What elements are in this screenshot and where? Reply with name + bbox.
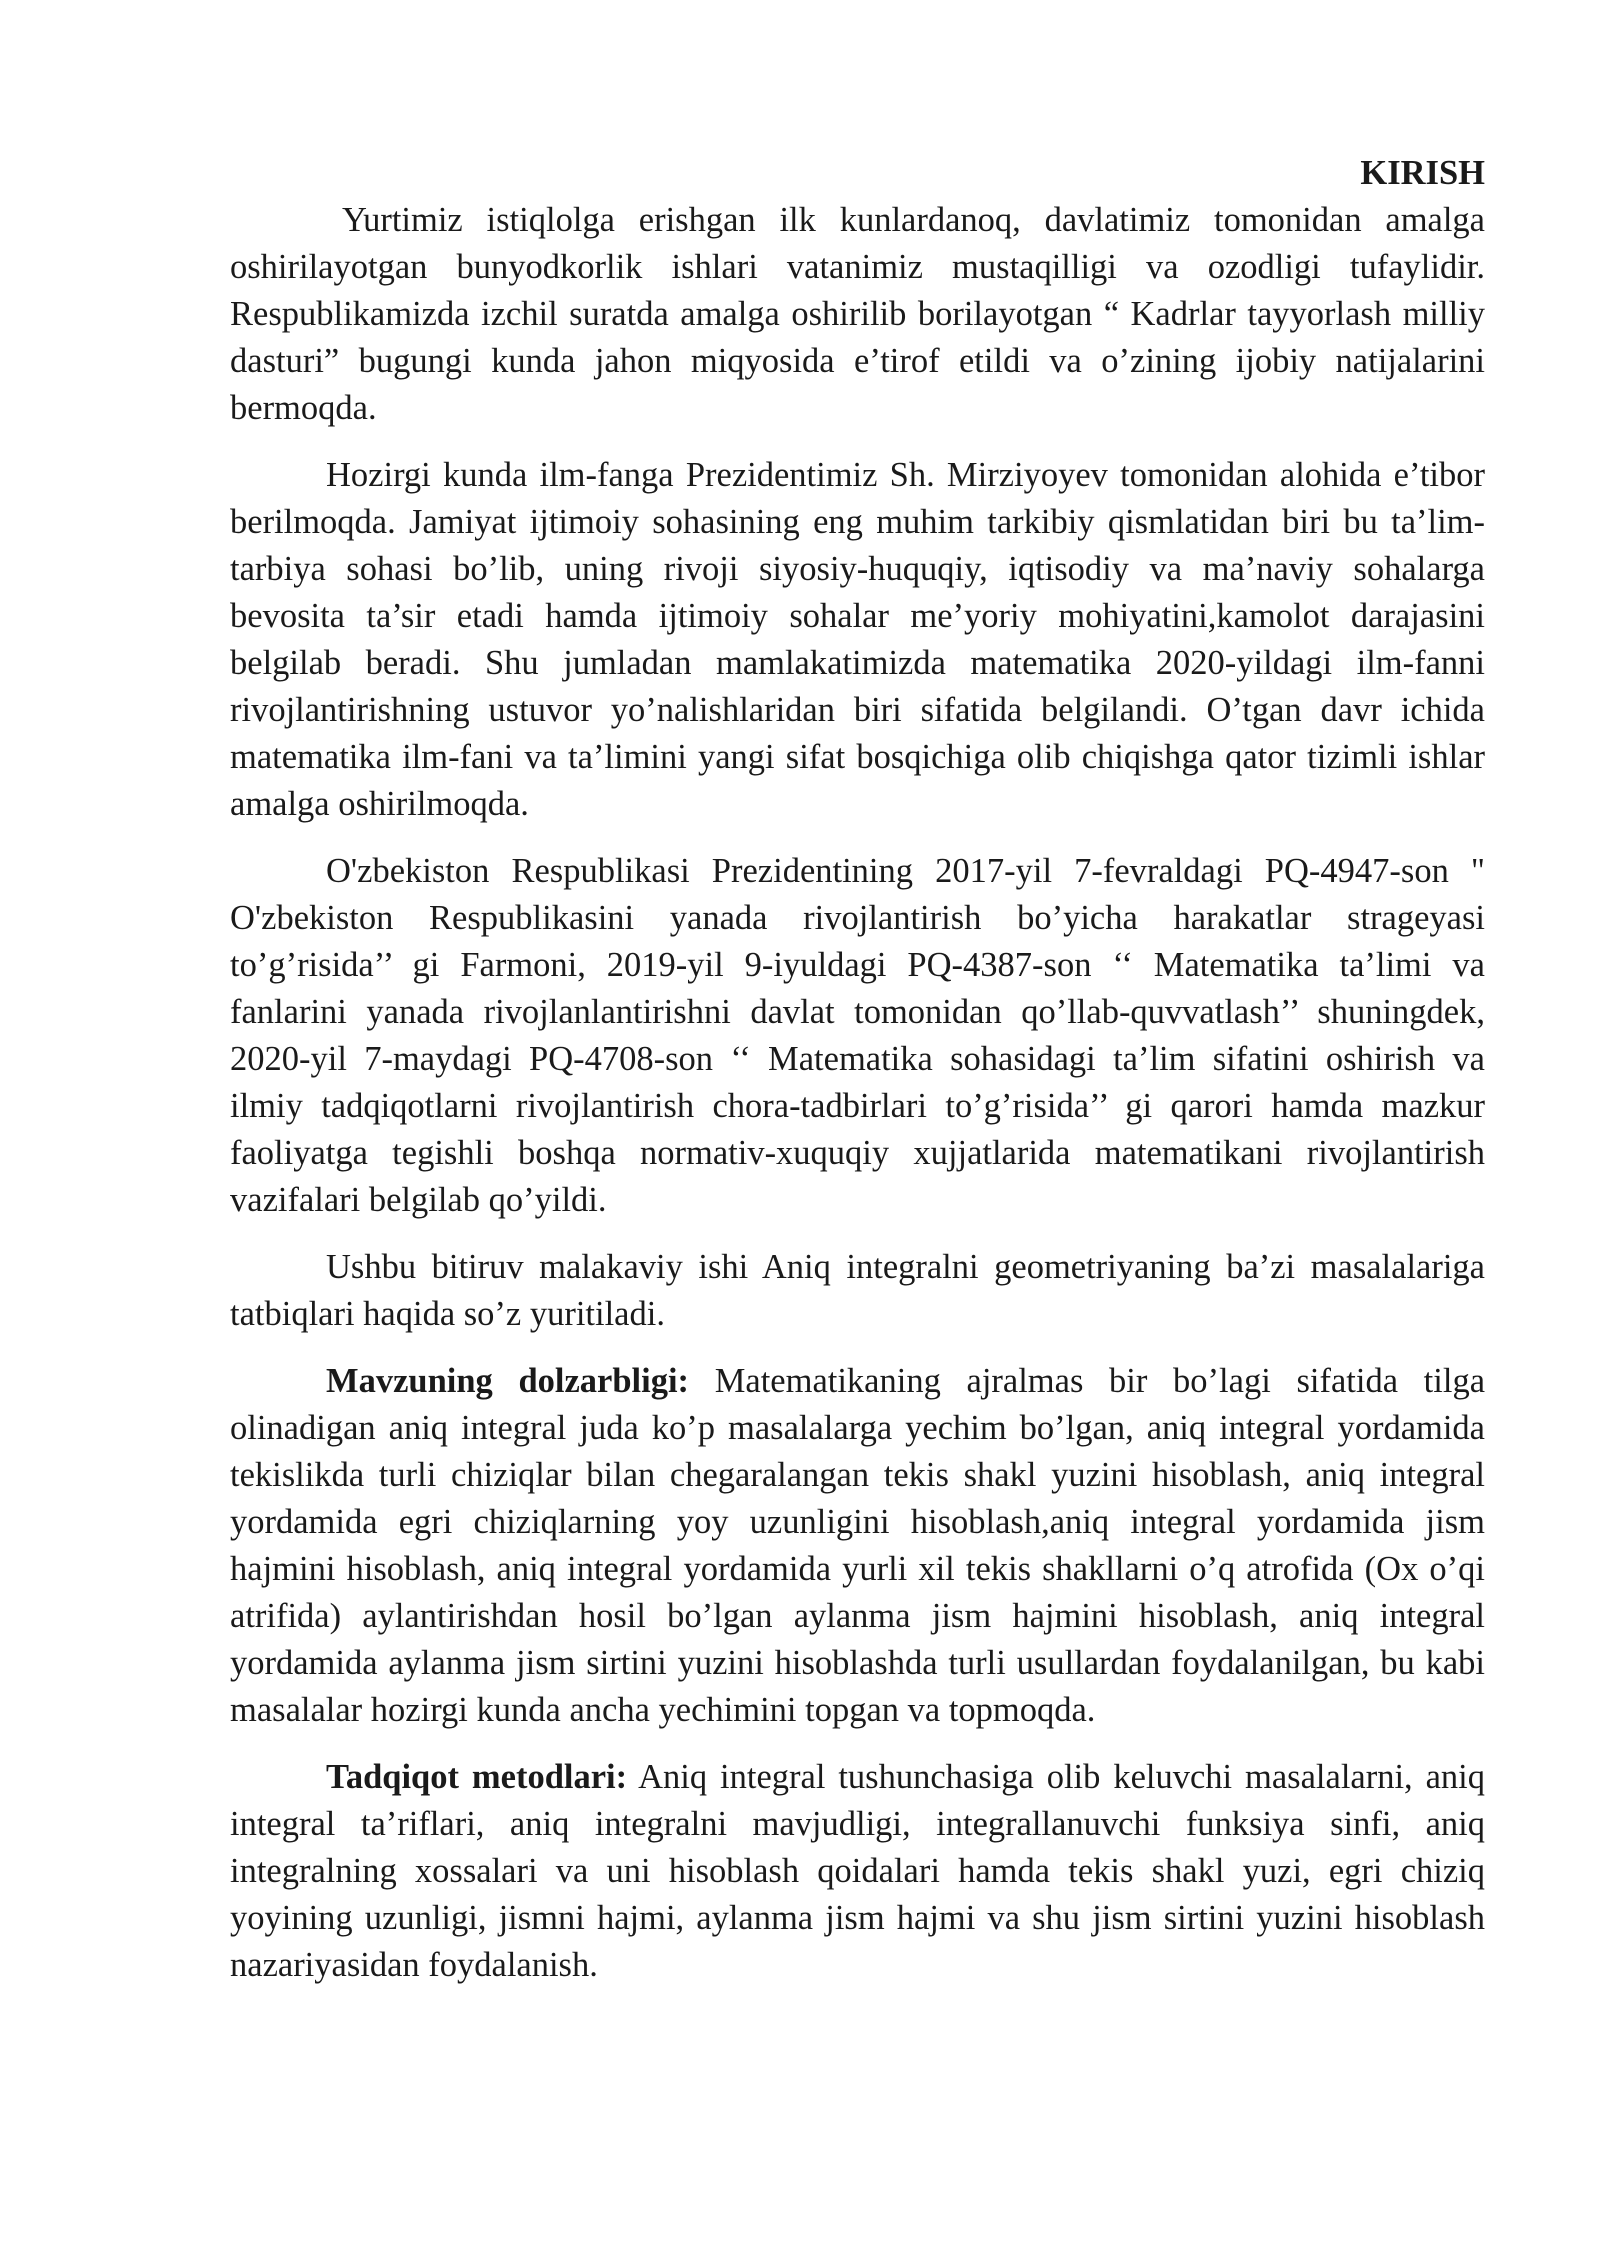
page-heading: KIRISH [1360,154,1485,192]
paragraph-text: Hozirgi kunda ilm-fanga Prezidentimiz Sh. Mirziyoyev tomonidan alohida e’tibor berilmoqda. Jamiyat ijtimoiy sohasining eng muhim tarkibiy qismlatidan biri bu ta’lim-tarbiya sohasi bo’lib, uning rivoji siyosiy-huquqiy, iqtisodiy va ma’naviy sohalarga bevosita ta’sir etadi hamda ijtimoiy sohalar me’yoriy mohiyatini,kamolot darajasini belgilab beradi. Shu jumladan mamlakatimizda matematika 2020-yildagi ilm-fanni rivojlantirishning ustuvor yo’nalishlaridan biri sifatida belgilandi. O’tgan davr ichida matematika ilm-fani va ta’limini yangi sifat bosqichiga olib chiqishga qator tizimli ishlar amalga oshirilmoqda. [230,456,1485,823]
paragraph-text: Aniq integral tushunchasiga olib keluvchi masalalarni, aniq integral ta’riflari, aniq integralni mavjudligi, integrallanuvchi funksiya sinfi, aniq integralning xossalari va uni hisoblash qoidalari hamda tekis shakl yuzi, egri chiziq yoyining uzunligi, jismni hajmi, aylanma jism hajmi va shu jism sirtini yuzini hisoblash nazariyasidan foydalanish. [230,1758,1485,1984]
paragraph-relevance [230,1358,1485,1734]
paragraph-lead-relevance: Mavzuning dolzarbligi: [326,1362,690,1400]
paragraph-methods [230,1754,1485,1989]
paragraph-text: Ushbu bitiruv malakaviy ishi Aniq integralni geometriyaning ba’zi masalalariga tatbiqlari haqida so’z yuritiladi. [230,1248,1485,1333]
paragraph-thesis-topic [230,1244,1485,1338]
paragraph-decrees [230,848,1485,1224]
paragraph-lead-methods: Tadqiqot metodlari: [326,1758,628,1796]
paragraph-text: O'zbekiston Respublikasi Prezidentining 2017-yil 7-fevraldagi PQ-4947-son " O'zbekiston Respublikasini yanada rivojlantirish bo’yicha harakatlar strageyasi to’g’risida’’ gi Farmoni, 2019-yil 9-iyuldagi PQ-4387-son ‘‘ Matematika ta’limi va fanlarini yanada rivojlanlantirishni davlat tomonidan qo’llab-quvvatlash’’ shuningdek, 2020-yil 7-maydagi PQ-4708-son ‘‘ Matematika sohasidagi ta’lim sifatini oshirish va ilmiy tadqiqotlarni rivojlantirish chora-tadbirlari to’g’risida’’ gi qarori hamda mazkur faoliyatga tegishli boshqa normativ-xuquqiy xujjatlarida matematikani rivojlantirish vazifalari belgilab qo’yildi. [230,852,1485,1219]
paragraph-science-attention [230,452,1485,828]
paragraph-intro [230,197,1485,432]
document-page [230,150,1485,2009]
paragraph-text: Yurtimiz istiqlolga erishgan ilk kunlardanoq, davlatimiz tomonidan amalga oshirilayotgan bunyodkorlik ishlari vatanimiz mustaqilligi va ozodligi tufaylidir. Respublikamizda izchil suratda amalga oshirilib borilayotgan “ Kadrlar tayyorlash milliy dasturi” bugungi kunda jahon miqyosida e’tirof etildi va o’zining ijobiy natijalarini bermoqda. [230,201,1485,427]
paragraph-text: Matematikaning ajralmas bir bo’lagi sifatida tilga olinadigan aniq integral juda ko’p masalalarga yechim bo’lgan, aniq integral yordamida tekislikda turli chiziqlar bilan chegaralangan tekis shakl yuzini hisoblash, aniq integral yordamida egri chiziqlarning yoy uzunligini hisoblash,aniq integral yordamida jism hajmini hisoblash, aniq integral yordamida yurli xil tekis shakllarni o’q atrofida (Ox o’qi atrifida) aylantirishdan hosil bo’lgan aylanma jism hajmini hisoblash, aniq integral yordamida aylanma jism sirtini yuzini hisoblashda turli usullardan foydalanilgan, bu kabi masalalar hozirgi kunda ancha yechimini topgan va topmoqda. [230,1362,1486,1729]
